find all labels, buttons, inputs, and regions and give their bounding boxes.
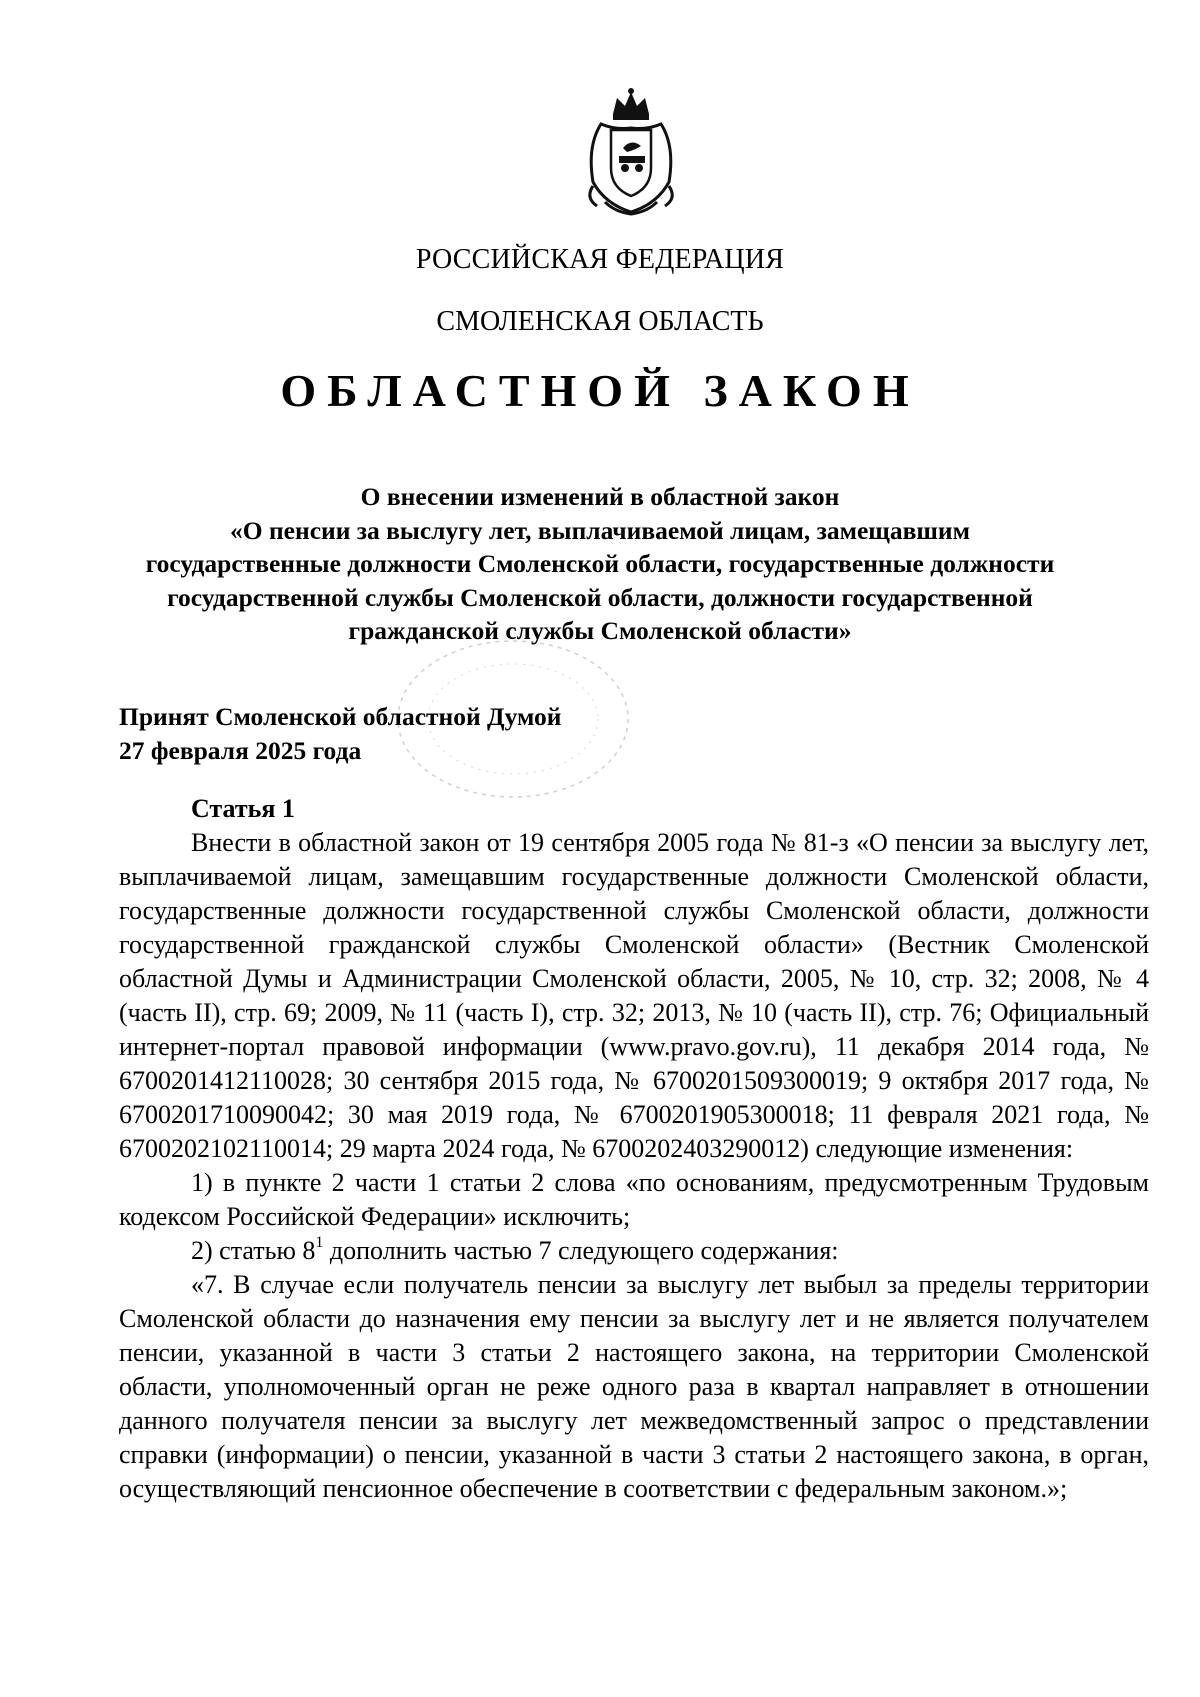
article-intro-paragraph: Внести в областной закон от 19 сентября 2005 года № 81-з «О пенсии за выслугу лет, выплачиваемой лицам, замещавшим государственные должности Смоленской области, государственные должности государственной службы Смоленской области, должности государственной гражданской службы Смоленской области» (Вестник Смоленской областной Думы и Администрации Смоленской области, 2005, № 10, стр. 32; 2008, № 4 (часть II), стр. 69; 2009, № 11 (часть I), стр. 32; 2013, № 10 (часть II), стр. 76; Официальный интернет-портал правовой информации (www.pravo.gov.ru), 11 декабря 2014 года, № 6700201412110028; 30 сентября 2015 года, № 6700201509300019; 9 октября 2017 года, № 6700201710090042; 30 мая 2019 года, № 6700201905300018; 11 февраля 2021 года, № 6700202102110014; 29 марта 2024 года, № 6700202403290012) следующие изменения: bbox=[119, 828, 1149, 1163]
law-title-line: гражданской службы Смоленской области» bbox=[348, 616, 852, 645]
coat-of-arms-icon bbox=[575, 86, 687, 218]
adoption-info bbox=[119, 700, 561, 767]
article-item-1: 1) в пункте 2 части 1 статьи 2 слова «по основаниям, предусмотренным Трудовым кодексом Российской Федерации» исключить; bbox=[119, 1168, 1149, 1231]
law-title-line: О внесении изменений в областной закон bbox=[360, 482, 840, 511]
article-item-2-text: «7. В случае если получатель пенсии за выслугу лет выбыл за пределы территории Смоленской области до назначения ему пенсии за выслугу лет и не является получателем пенсии, указанной в части 3 статьи 2 настоящего закона, на территории Смоленской области, уполномоченный орган не реже одного раза в квартал направляет в отношении данного получателя пенсии за выслугу лет межведомственный запрос о представлении справки (информации) о пенсии, указанной в части 3 статьи 2 настоящего закона, в орган, осуществляющий пенсионное обеспечение в соответствии с федеральным законом.»; bbox=[119, 1270, 1149, 1503]
law-title bbox=[0, 480, 1200, 648]
adoption-date: 27 февраля 2025 года bbox=[119, 735, 362, 765]
adoption-body: Принят Смоленской областной Думой bbox=[119, 702, 562, 731]
law-title-line: «О пенсии за выслугу лет, выплачиваемой лицам, замещавшим bbox=[230, 515, 970, 545]
article-heading: Статья 1 bbox=[191, 794, 295, 823]
country-heading: РОССИЙСКАЯ ФЕДЕРАЦИЯ bbox=[415, 244, 785, 275]
article-item-2 bbox=[119, 1234, 1149, 1268]
item-2-suffix: дополнить частью 7 следующего содержания: bbox=[323, 1236, 839, 1265]
item-2-prefix: 2) статью 8 bbox=[191, 1236, 316, 1265]
document-type-heading: ОБЛАСТНОЙ ЗАКОН bbox=[280, 365, 920, 416]
article-body bbox=[119, 792, 1149, 1506]
law-title-line: государственной службы Смоленской области, должности государственной bbox=[167, 582, 1033, 612]
item-2-superscript: 1 bbox=[315, 1234, 324, 1252]
region-heading: СМОЛЕНСКАЯ ОБЛАСТЬ bbox=[436, 306, 764, 337]
law-title-line: государственные должности Смоленской области, государственные должности bbox=[145, 549, 1055, 578]
